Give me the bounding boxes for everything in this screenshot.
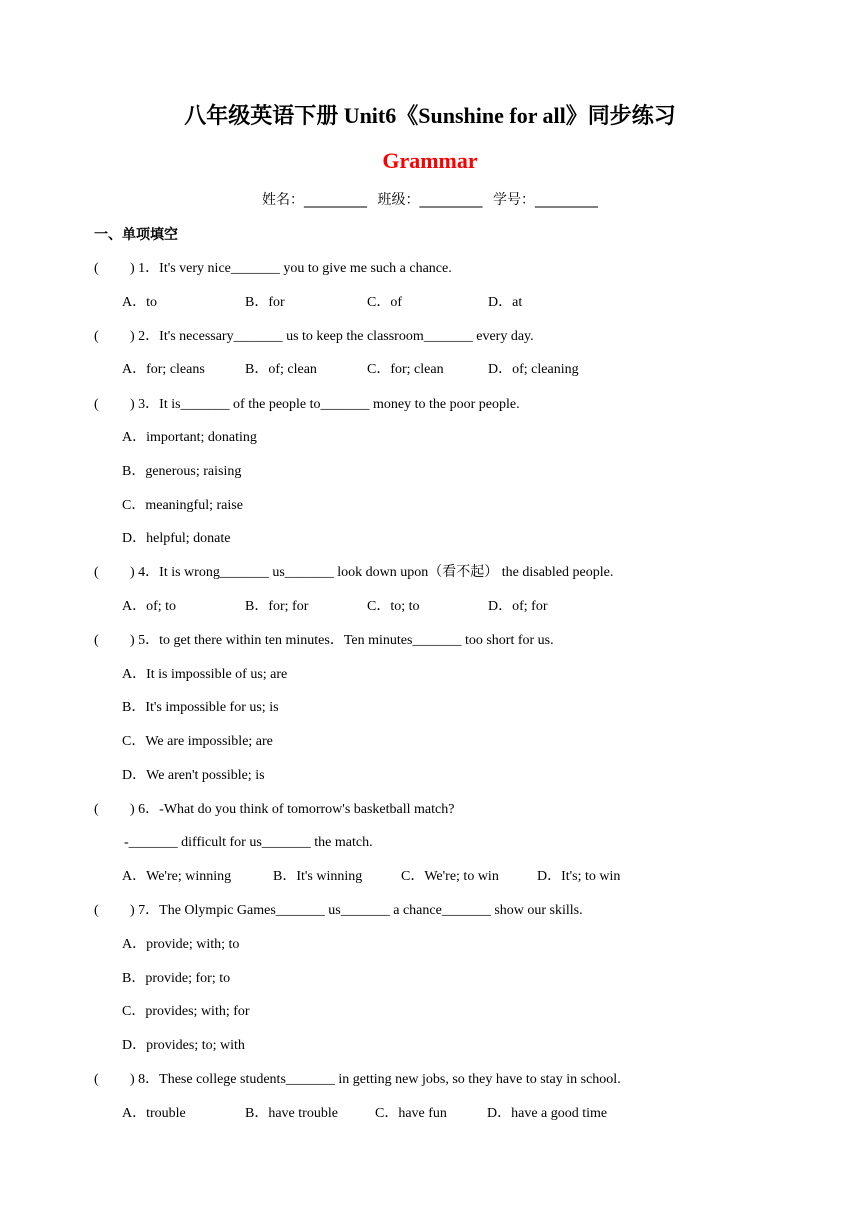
option-c: C．We're; to win <box>401 869 499 884</box>
option-d: D．at <box>488 295 523 310</box>
id-field-label: 学号：_________ <box>492 192 598 208</box>
option-a: A．to <box>122 295 157 310</box>
question-text: ) 1．It's very nice_______ you to give me such a chance. <box>130 261 452 276</box>
option-c: C．meaningful; raise <box>122 498 243 513</box>
option-b: B．It's impossible for us; is <box>122 700 279 715</box>
option-a: A．of; to <box>122 599 177 614</box>
question-3 <box>94 394 520 416</box>
option-a: A．trouble <box>122 1106 186 1121</box>
page-title: 八年级英语下册 Unit6《Sunshine for all》同步练习 <box>184 103 676 128</box>
option-c: C．of <box>367 295 402 310</box>
question-text-continued: -_______ difficult for us_______ the match. <box>124 835 373 850</box>
answer-blank: ( <box>94 1072 99 1087</box>
question-text: ) 4．It is wrong_______ us_______ look down upon（看不起） the disabled people. <box>130 565 614 580</box>
option-b: B．provide; for; to <box>122 971 231 986</box>
question-text: ) 5．to get there within ten minutes．Ten minutes_______ too short for us. <box>130 633 554 648</box>
option-d: D．of; for <box>488 599 548 614</box>
answer-blank: ( <box>94 802 99 817</box>
question-text: ) 2．It's necessary_______ us to keep the classroom_______ every day. <box>130 329 534 344</box>
option-b: B．for; for <box>245 599 309 614</box>
option-d: D．helpful; donate <box>122 531 231 546</box>
question-4 <box>94 562 613 584</box>
answer-blank: ( <box>94 329 99 344</box>
option-b: B．for <box>245 295 285 310</box>
option-c: C．provides; with; for <box>122 1004 250 1019</box>
question-text: ) 3．It is_______ of the people to_______ money to the poor people. <box>130 397 520 412</box>
option-d: D．It's; to win <box>537 869 621 884</box>
answer-blank: ( <box>94 261 99 276</box>
answer-blank: ( <box>94 903 99 918</box>
option-b: B．generous; raising <box>122 464 242 479</box>
option-c: C．have fun <box>375 1106 447 1121</box>
question-text: ) 8．These college students_______ in getting new jobs, so they have to stay in school. <box>130 1072 621 1087</box>
option-b: B．have trouble <box>245 1106 338 1121</box>
answer-blank: ( <box>94 633 99 648</box>
option-d: D．We aren't possible; is <box>122 768 265 783</box>
option-a: A．provide; with; to <box>122 937 240 952</box>
question-text: ) 6．-What do you think of tomorrow's basketball match? <box>130 802 455 817</box>
class-field-label: 班级：_________ <box>377 192 483 208</box>
option-d: D．provides; to; with <box>122 1038 245 1053</box>
question-1 <box>94 258 452 280</box>
question-5 <box>94 630 554 652</box>
option-b: B．of; clean <box>245 362 317 377</box>
name-field-label: 姓名：_________ <box>262 192 368 208</box>
option-a: A．for; cleans <box>122 362 205 377</box>
section-heading: 一、单项填空 <box>94 227 178 243</box>
option-d: D．of; cleaning <box>488 362 579 377</box>
question-6 <box>94 799 454 821</box>
option-a: A．We're; winning <box>122 869 232 884</box>
option-d: D．have a good time <box>487 1106 608 1121</box>
question-8 <box>94 1069 621 1091</box>
answer-blank: ( <box>94 565 99 580</box>
answer-blank: ( <box>94 397 99 412</box>
option-c: C．to; to <box>367 599 420 614</box>
question-2 <box>94 326 534 348</box>
option-c: C．for; clean <box>367 362 444 377</box>
option-c: C．We are impossible; are <box>122 734 273 749</box>
question-7 <box>94 900 583 922</box>
question-text: ) 7．The Olympic Games_______ us_______ a chance_______ show our skills. <box>130 903 583 918</box>
page-subtitle: Grammar <box>382 148 478 173</box>
student-info <box>0 189 860 211</box>
option-a: A．It is impossible of us; are <box>122 667 288 682</box>
option-a: A．important; donating <box>122 430 257 445</box>
option-b: B．It's winning <box>273 869 363 884</box>
